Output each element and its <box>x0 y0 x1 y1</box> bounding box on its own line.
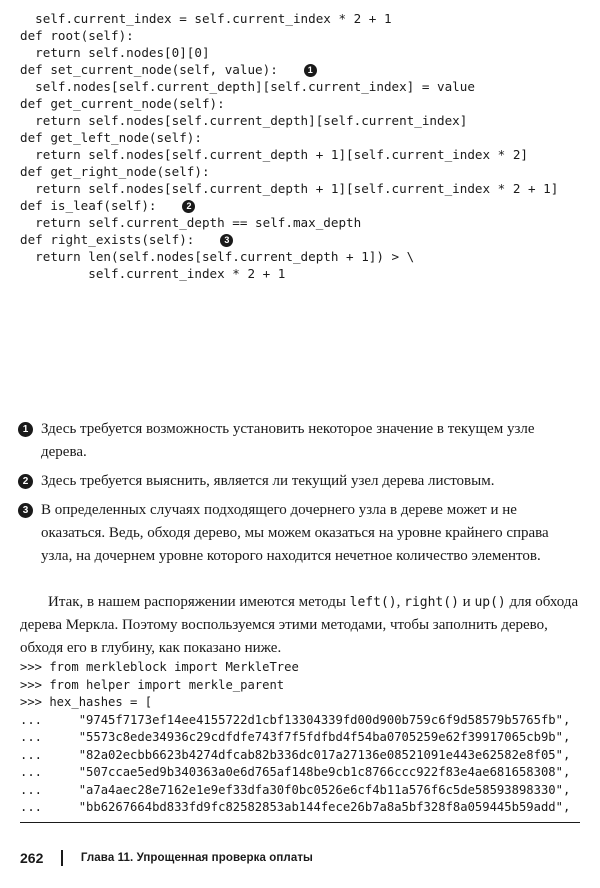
footer-rule <box>20 822 580 823</box>
paragraph-text: для обхода дерева Меркла. Поэтому воспользуемся этими методами, чтобы заполнить дерево, обходя его в глубину, как показано ниже. <box>20 594 579 656</box>
callout-note-text: Здесь требуется возможность установить некоторое значение в текущем узле дерева. <box>41 421 535 460</box>
callout-note <box>18 499 583 568</box>
callout-note-text: В определенных случаях подходящего дочернего узла в дереве может и не оказаться. Ведь, обходя дерево, мы можем оказаться на уровне крайнего справа узла, на дочернем уровне которого находится нечетное количество элементов. <box>41 502 549 564</box>
code-line: ... "507ccae5ed9b340363a0e6d765af148be9cb1c8766ccc922f83e4ae681658308", <box>20 765 571 779</box>
paragraph-text: и <box>458 594 475 610</box>
callout-marker-1-icon: 1 <box>304 64 317 77</box>
code-line: return self.nodes[self.current_depth][self.current_index] <box>20 113 468 128</box>
callout-marker-1-icon: 1 <box>18 422 33 437</box>
callout-marker-2-icon: 2 <box>18 474 33 489</box>
callout-marker-2-icon: 2 <box>182 200 195 213</box>
code-line: ... "5573c8ede34936c29cdfdfe743f7f5fdfbd4f54ba0705259e62f39917065cb9b", <box>20 730 571 744</box>
body-paragraph <box>20 591 583 660</box>
code-line: ... "bb6267664bd833fd9fc82582853ab144fece26b7a8a5bf328f8a059445b59add", <box>20 800 571 814</box>
code-line: >>> from merkleblock import MerkleTree <box>20 660 299 674</box>
code-line: def right_exists(self): <box>20 232 195 247</box>
code-line: def set_current_node(self, value): <box>20 62 278 77</box>
code-line-with-marker <box>20 61 558 78</box>
page-footer <box>20 850 313 866</box>
code-line: def get_current_node(self): <box>20 96 225 111</box>
code-line: ... "a7a4aec28e7162e1e9ef33dfa30f0bc0526e6cf4b11a576f6c5de58593898330", <box>20 782 571 797</box>
code-listing-bottom <box>20 659 570 817</box>
code-line: >>> from helper import merkle_parent <box>20 677 285 692</box>
inline-code-up: up() <box>474 595 506 610</box>
callout-marker-3-icon: 3 <box>220 234 233 247</box>
code-line: self.current_index * 2 + 1 <box>20 266 286 281</box>
callout-notes <box>18 418 583 574</box>
code-line: def root(self): <box>20 28 134 43</box>
code-line: def get_right_node(self): <box>20 164 210 179</box>
page-number: 262 <box>20 850 44 866</box>
code-line: return self.nodes[self.current_depth + 1][self.current_index * 2 + 1] <box>20 181 559 196</box>
paragraph-text: Итак, в нашем распоряжении имеются методы <box>48 594 350 610</box>
code-listing-top <box>20 10 558 282</box>
code-line: ... "82a02ecbb6623b4274dfcab82b336dc017a27136e08521091e443e62582e8f05", <box>20 747 571 762</box>
code-line: ... "9745f7173ef14ee4155722d1cbf13304339fd00d900b759c6f9d58579b5765fb", <box>20 712 571 727</box>
inline-code-right: right() <box>404 595 459 610</box>
code-line: self.current_index = self.current_index * 2 + 1 <box>20 11 392 26</box>
code-line-with-marker <box>20 197 558 214</box>
callout-note <box>18 418 583 464</box>
callout-note <box>18 470 583 493</box>
code-line-with-marker <box>20 231 558 248</box>
code-line: return self.nodes[0][0] <box>20 45 210 60</box>
code-line: return len(self.nodes[self.current_depth + 1]) > \ <box>20 249 415 264</box>
callout-marker-3-icon: 3 <box>18 503 33 518</box>
code-line: def get_left_node(self): <box>20 130 202 145</box>
callout-note-text: Здесь требуется выяснить, является ли текущий узел дерева листовым. <box>41 473 495 489</box>
code-line: >>> hex_hashes = [ <box>20 695 153 709</box>
chapter-title: Глава 11. Упрощенная проверка оплаты <box>80 852 313 864</box>
paragraph-text: , <box>396 594 405 610</box>
code-line: return self.nodes[self.current_depth + 1][self.current_index * 2] <box>20 147 528 162</box>
footer-separator <box>61 850 63 866</box>
code-line: self.nodes[self.current_depth][self.current_index] = value <box>20 79 475 94</box>
code-line: def is_leaf(self): <box>20 198 157 213</box>
code-line: return self.current_depth == self.max_depth <box>20 215 362 230</box>
inline-code-left: left() <box>349 595 397 610</box>
